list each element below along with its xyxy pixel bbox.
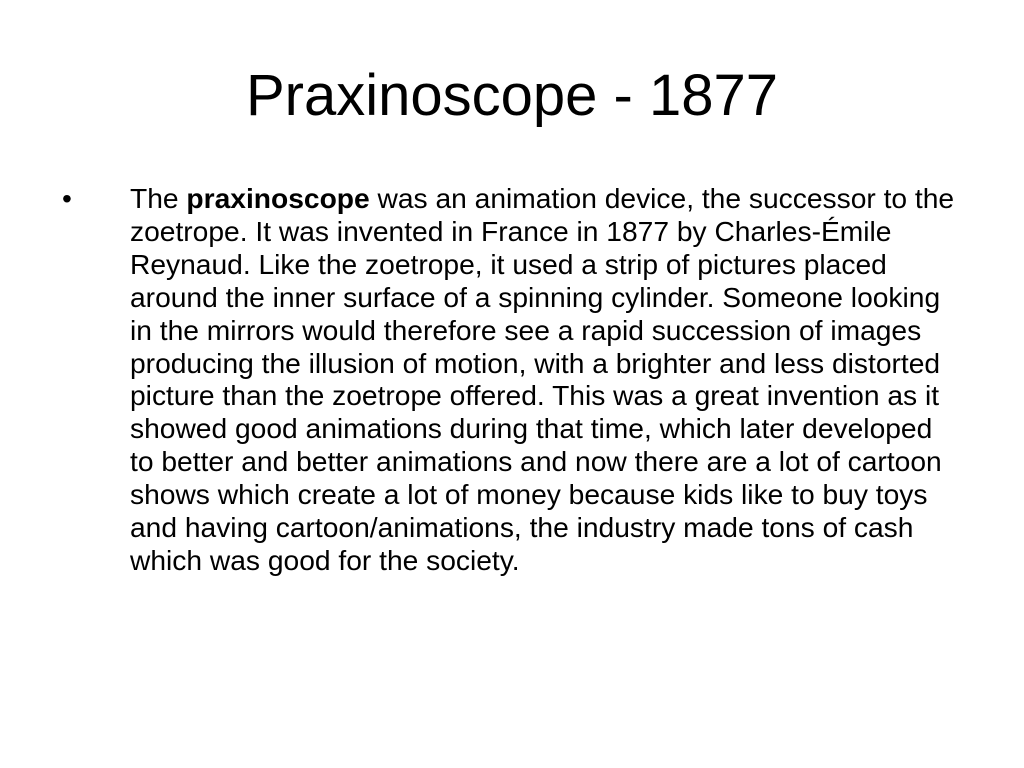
bullet-item	[62, 182, 962, 577]
bullet-list	[62, 182, 962, 577]
slide-title: Praxinoscope - 1877	[246, 63, 778, 128]
paragraph-body: was an animation device, the successor to the zoetrope. It was invented in France in 1877 by Charles-Émile Reynaud. Like the zoetrope, it used a strip of pictures placed around the inner surface of a spinning cylinder. Someone looking in the mirrors would therefore see a rapid succession of images producing the illusion of motion, with a brighter and less distorted picture than the zoetrope offered. This was a great invention as it showed good animations during that time, which later developed to better and better animations and now there are a lot of cartoon shows which create a lot of money because kids like to buy toys and having cartoon/animations, the industry made tons of cash which was good for the society.	[130, 182, 955, 576]
bullet-paragraph	[130, 182, 954, 576]
paragraph-term: praxinoscope	[186, 182, 370, 214]
paragraph-lead: The	[130, 182, 187, 214]
bullet-dot-icon: •	[62, 182, 72, 214]
